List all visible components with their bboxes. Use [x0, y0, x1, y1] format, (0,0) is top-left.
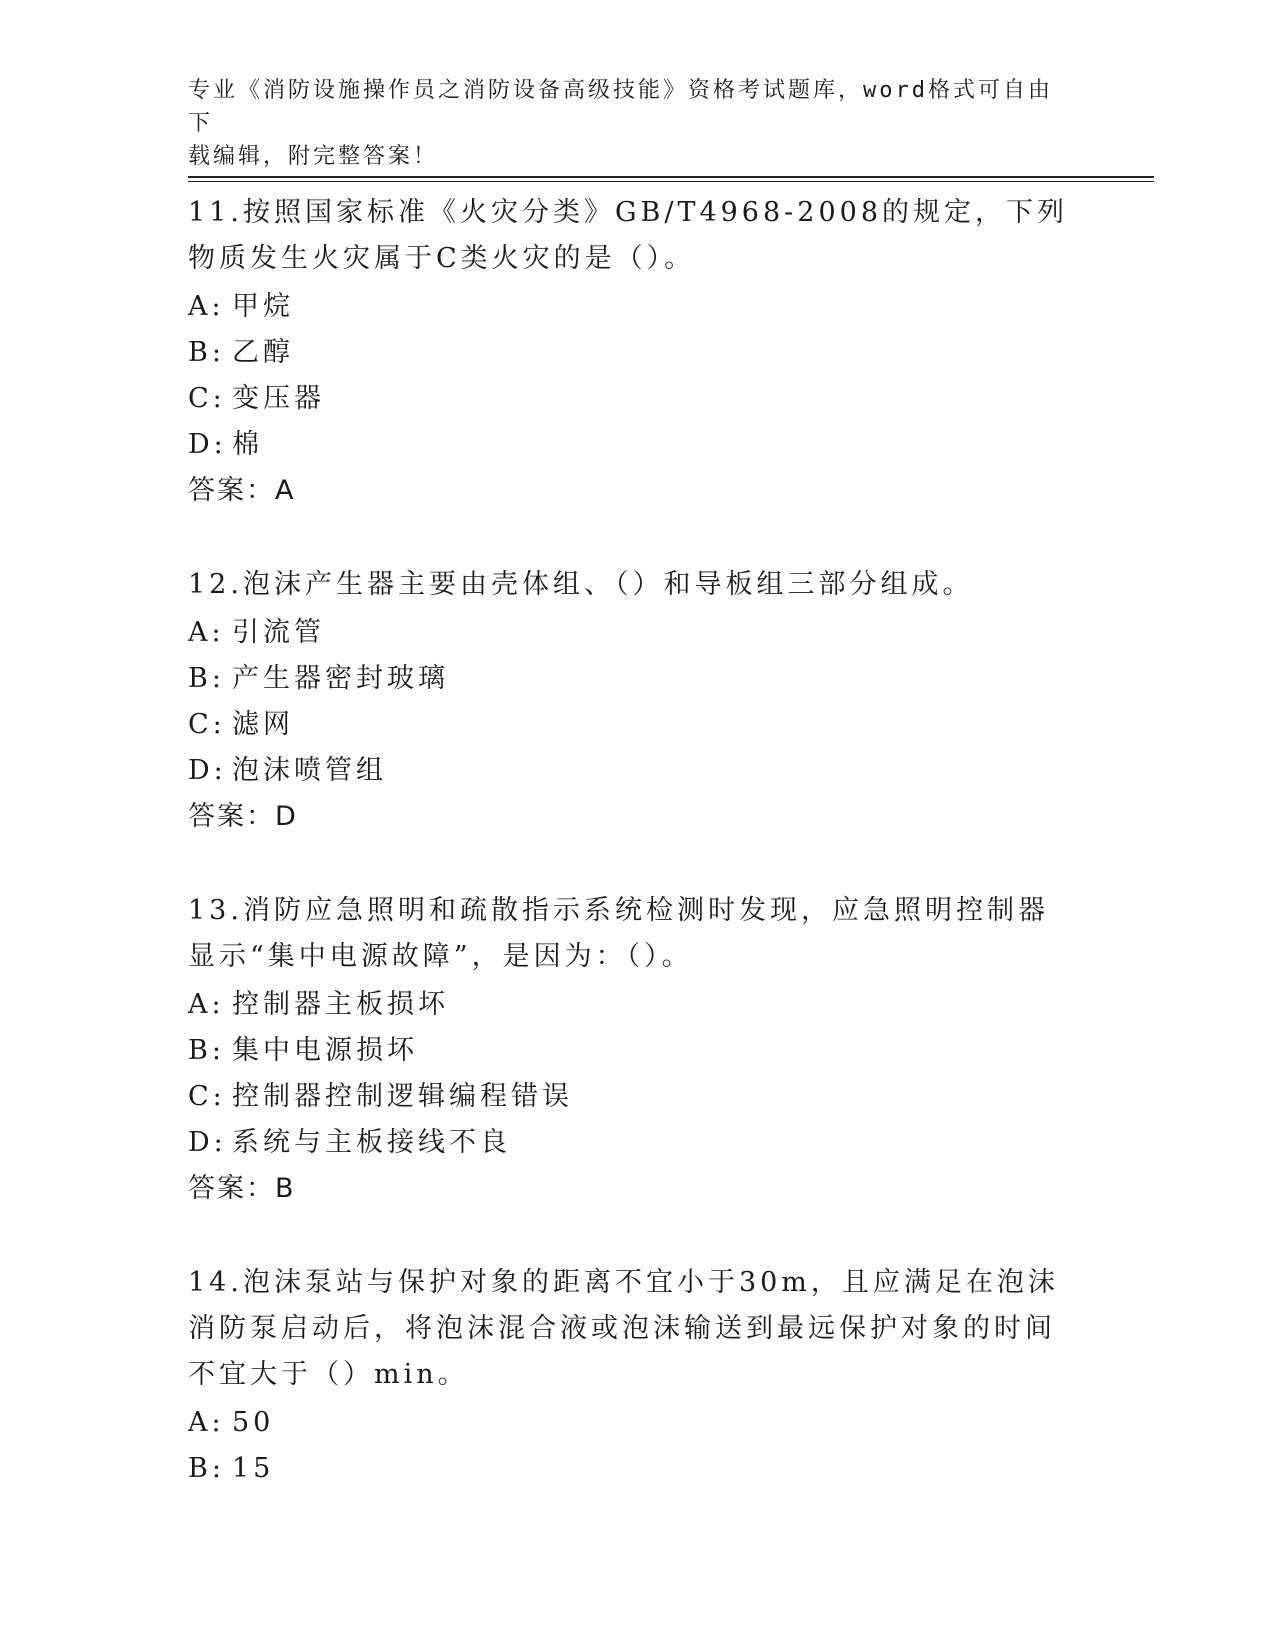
- option-letter: C:: [188, 1081, 226, 1112]
- header-divider-thin: [188, 181, 1154, 182]
- option-letter: C:: [188, 709, 226, 740]
- option-letter: A:: [188, 291, 225, 322]
- question-11: [188, 190, 1078, 514]
- question-12: [188, 562, 1078, 840]
- option-d: [188, 748, 1078, 794]
- option-c: [188, 702, 1078, 748]
- option-text: 甲烷: [232, 291, 294, 322]
- option-letter: A:: [188, 617, 225, 648]
- option-b: [188, 330, 1078, 376]
- question-stem: 11.按照国家标准《火灾分类》GB/T4968-2008的规定，下列物质发生火灾属于C类火灾的是（）。: [188, 197, 1069, 274]
- option-letter: B:: [188, 663, 225, 694]
- option-text: 系统与主板接线不良: [232, 1127, 511, 1158]
- option-letter: A:: [188, 989, 225, 1020]
- option-text: 棉: [232, 429, 263, 460]
- option-text: 控制器主板损坏: [232, 989, 449, 1020]
- option-text: 引流管: [232, 617, 325, 648]
- header-line-2: 载编辑，附完整答案！: [188, 144, 439, 169]
- option-c: [188, 376, 1078, 422]
- option-letter: B:: [188, 337, 225, 368]
- option-letter: B:: [188, 1453, 225, 1484]
- option-text: 乙醇: [232, 337, 294, 368]
- option-a: [188, 610, 1078, 656]
- header-line-1: 专业《消防设施操作员之消防设备高级技能》资格考试题库，word格式可自由下: [188, 78, 1053, 136]
- option-letter: D:: [188, 755, 227, 786]
- question-13: [188, 888, 1078, 1212]
- option-a: [188, 1400, 1078, 1446]
- option-letter: B:: [188, 1035, 225, 1066]
- question-stem: 14.泡沫泵站与保护对象的距离不宜小于30m，且应满足在泡沫消防泵启动后，将泡沫混合液或泡沫输送到最远保护对象的时间不宜大于（）min。: [188, 1267, 1059, 1390]
- option-c: [188, 1074, 1078, 1120]
- option-text: 产生器密封玻璃: [232, 663, 449, 694]
- option-text: 集中电源损坏: [232, 1035, 418, 1066]
- question-list: [188, 190, 1078, 1540]
- document-header: [188, 74, 1068, 173]
- option-letter: D:: [188, 1127, 227, 1158]
- option-b: [188, 656, 1078, 702]
- question-stem: 13.消防应急照明和疏散指示系统检测时发现，应急照明控制器显示“集中电源故障”，是因为：（）。: [188, 895, 1049, 972]
- question-14: [188, 1260, 1078, 1492]
- answer-line: 答案：B: [188, 1173, 296, 1204]
- option-a: [188, 284, 1078, 330]
- option-text: 50: [232, 1407, 275, 1438]
- option-text: 控制器控制逻辑编程错误: [232, 1081, 573, 1112]
- option-letter: D:: [188, 429, 227, 460]
- option-text: 变压器: [232, 383, 325, 414]
- option-text: 15: [232, 1453, 275, 1484]
- option-a: [188, 982, 1078, 1028]
- answer-line: 答案：A: [188, 475, 296, 506]
- option-b: [188, 1028, 1078, 1074]
- option-d: [188, 1120, 1078, 1166]
- header-divider-thick: [188, 176, 1154, 178]
- option-b: [188, 1446, 1078, 1492]
- answer-line: 答案：D: [188, 801, 298, 832]
- question-stem: 12.泡沫产生器主要由壳体组、（）和导板组三部分组成。: [188, 569, 974, 600]
- option-text: 滤网: [232, 709, 294, 740]
- option-d: [188, 422, 1078, 468]
- option-text: 泡沫喷管组: [232, 755, 387, 786]
- option-letter: A:: [188, 1407, 225, 1438]
- option-letter: C:: [188, 383, 226, 414]
